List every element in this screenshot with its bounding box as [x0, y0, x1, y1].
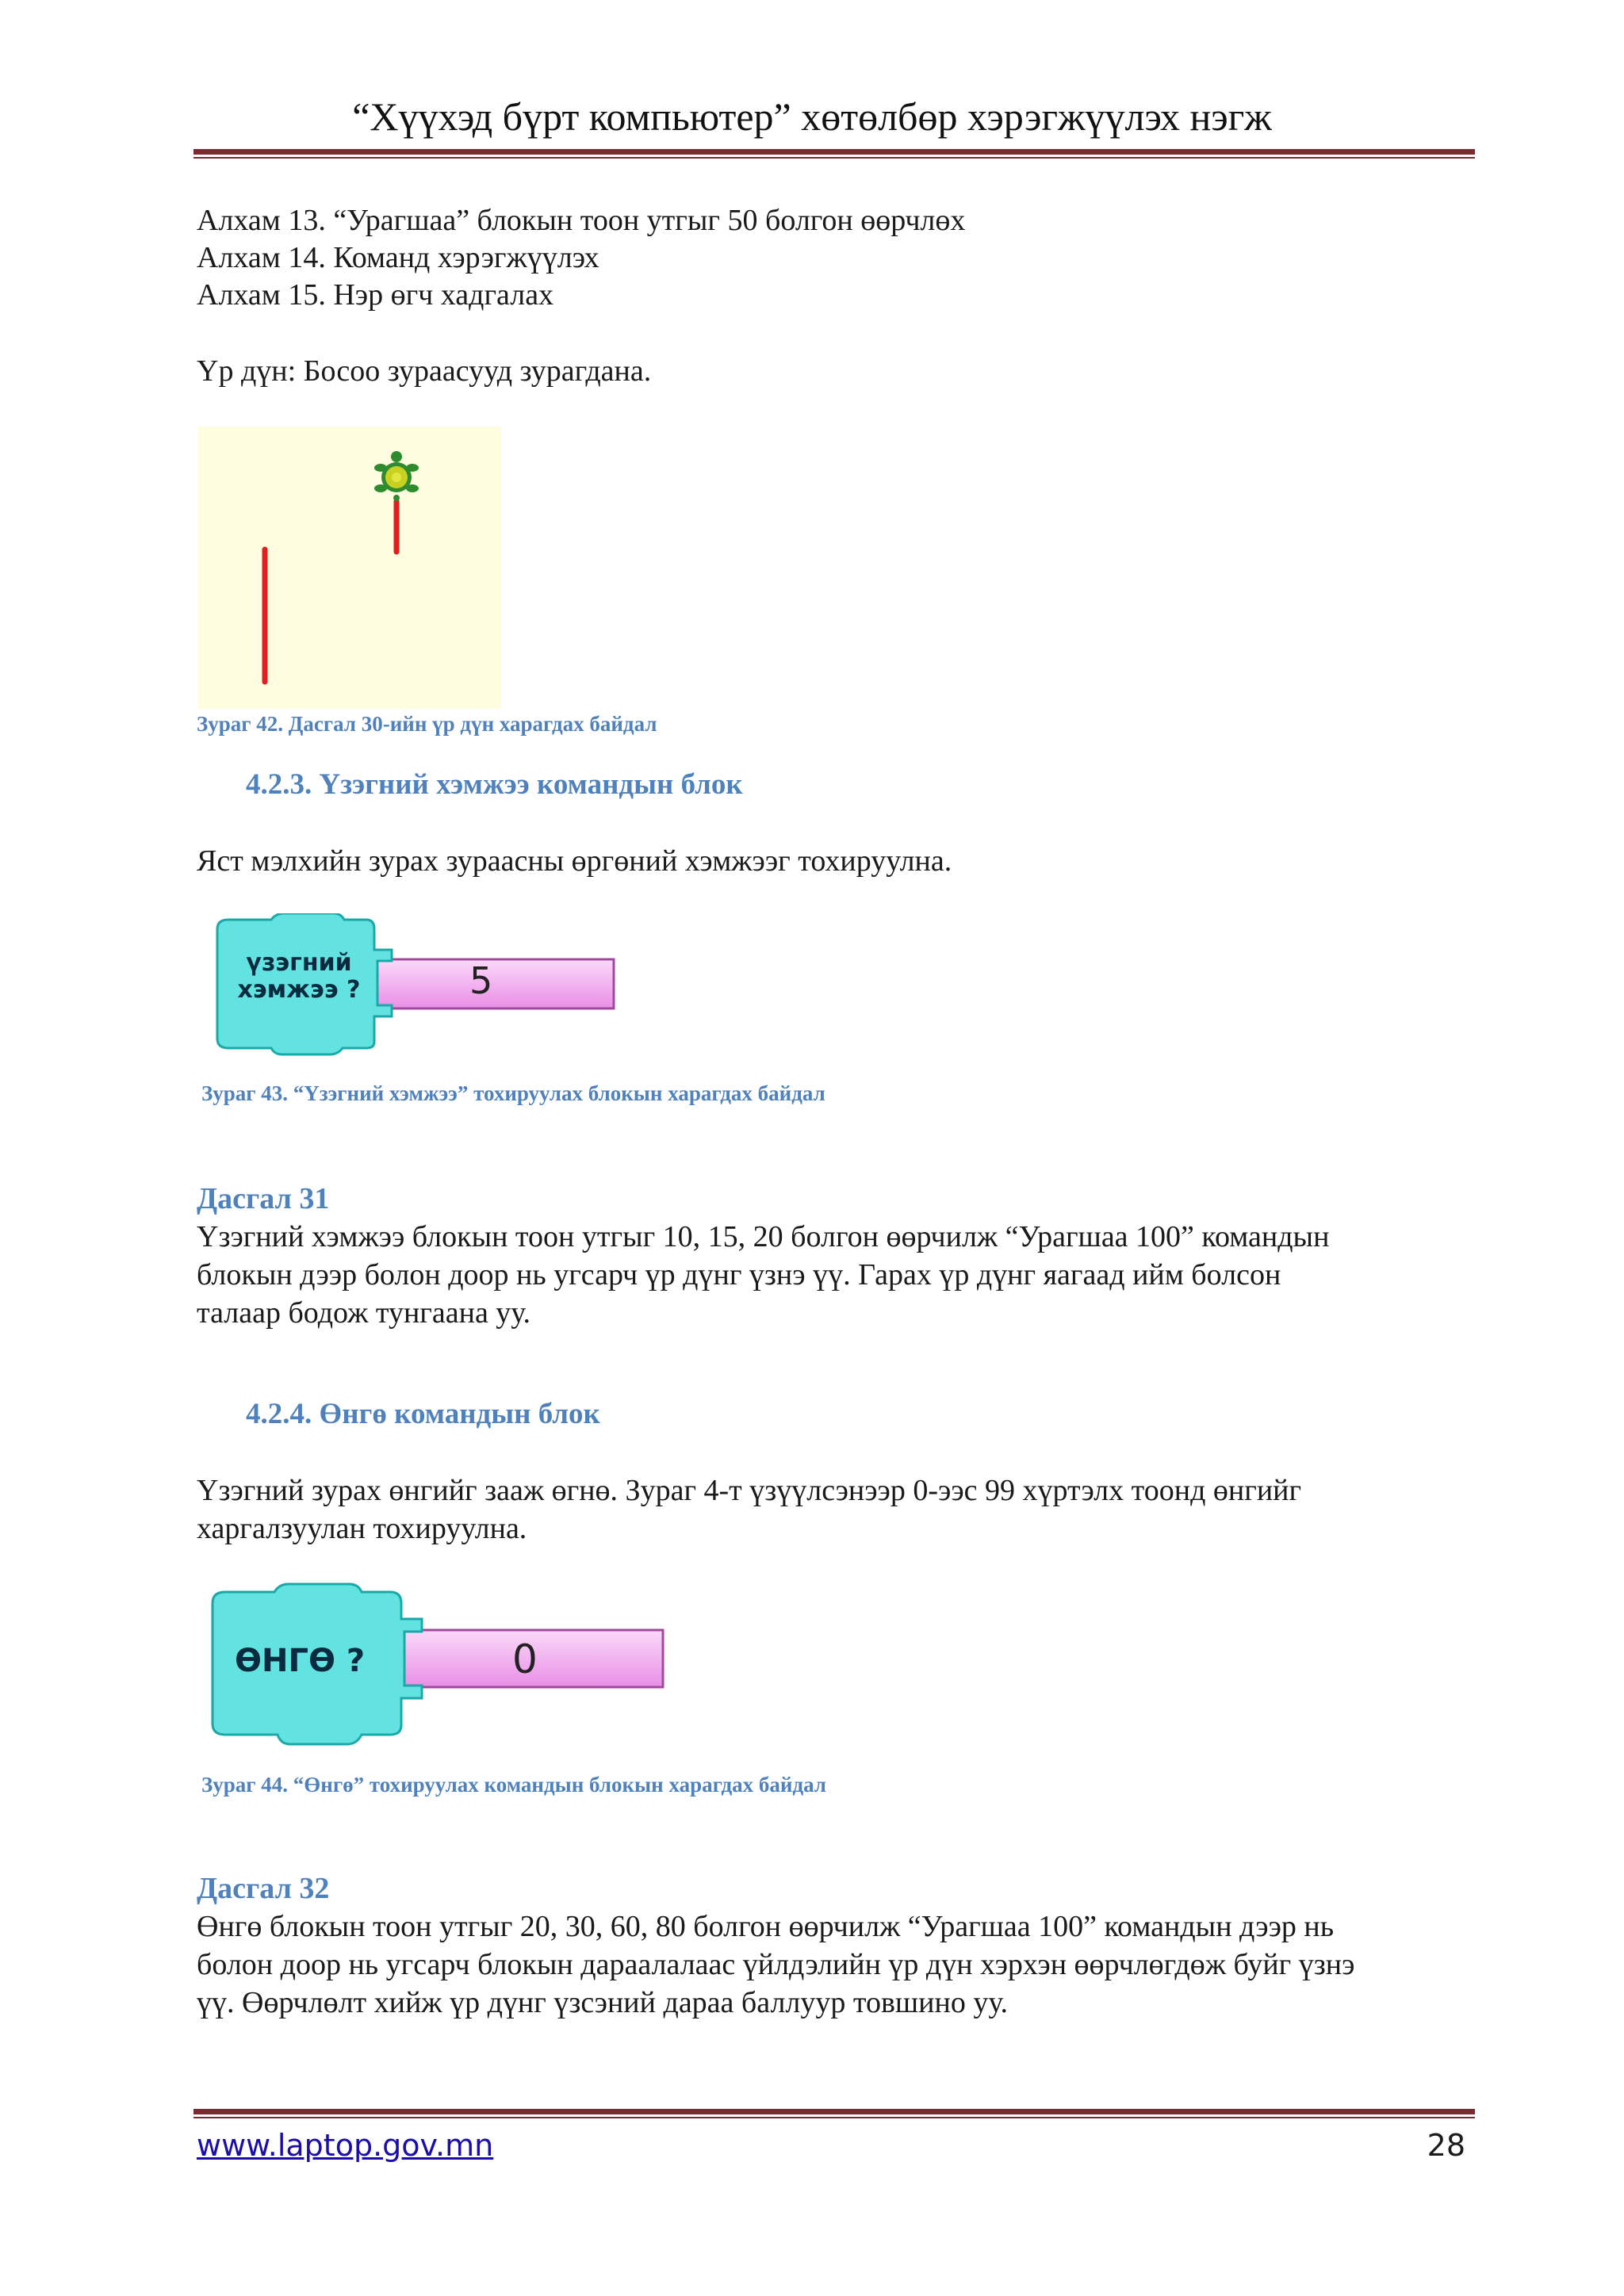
section-4-2-3-heading: 4.2.3. Үзэгний хэмжээ командын блок — [246, 768, 743, 801]
exercise-32-title: Дасгал 32 — [197, 1872, 330, 1905]
color-block — [203, 1582, 671, 1749]
figure-44-caption: Зураг 44. “Өнгө” тохируулах командын блокын харагдах байдал — [201, 1773, 827, 1797]
section-4-2-4-line-1: Үзэгний зурах өнгийг зааж өгнө. Зураг 4-т үзүүлсэнээр 0-ээс 99 хүртэлх тоонд өнгийг — [197, 1474, 1302, 1507]
figure-43-caption: Зураг 43. “Үзэгний хэмжээ” тохируулах блокын харагдах байдал — [201, 1081, 825, 1105]
exercise-31-line-3: талаар бодож тунгаана уу. — [197, 1296, 531, 1330]
exercise-31-title: Дасгал 31 — [197, 1182, 330, 1215]
footer-website-link[interactable]: www.laptop.gov.mn — [197, 2128, 494, 2163]
pen-size-block — [208, 913, 620, 1056]
turtle-icon — [374, 451, 419, 501]
exercise-31-line-2: блокын дээр болон доор нь угсарч үр дүнг үзнэ үү. Гарах үр дүнг яагаад ийм болсон — [197, 1258, 1281, 1292]
section-4-2-4-heading: 4.2.4. Өнгө командын блок — [246, 1398, 600, 1430]
step-15: Алхам 15. Нэр өгч хадгалах — [197, 278, 554, 312]
exercise-32-line-3: үү. Өөрчлөлт хийж үр дүнг үзсэний дараа баллуур товшино уу. — [197, 1986, 1009, 2019]
pen-size-value: 5 — [469, 959, 493, 1002]
section-4-2-3-text: Яст мэлхийн зурах зураасны өргөний хэмжээг тохируулна. — [197, 844, 952, 878]
step-13: Алхам 13. “Урагшаа” блокын тоон утгыг 50 болгон өөрчлөх — [197, 204, 966, 237]
section-4-2-4-line-2: харгалзуулан тохируулна. — [197, 1512, 527, 1545]
pen-size-label-line1: үзэгний — [246, 949, 352, 977]
page-header-title: “Хүүхэд бүрт компьютер” хөтөлбөр хэрэгжүүлэх нэгж — [352, 94, 1272, 139]
turtle-canvas — [198, 427, 501, 709]
pen-size-label-line2: хэмжээ ? — [237, 976, 361, 1004]
exercise-32-line-2: болон доор нь угсарч блокын дараалалаас үйлдэлийн үр дүн хэрхэн өөрчлөгдөж буйг үзнэ — [197, 1948, 1355, 1981]
exercise-31-line-1: Үзэгний хэмжээ блокын тоон утгыг 10, 15, 20 болгон өөрчилж “Урагшаа 100” командын — [197, 1220, 1330, 1253]
page-number: 28 — [1427, 2128, 1465, 2163]
exercise-32-line-1: Өнгө блокын тоон утгыг 20, 30, 60, 80 болгон өөрчилж “Урагшаа 100” командын дээр нь — [197, 1910, 1335, 1943]
result-text: Үр дүн: Босоо зураасууд зурагдана. — [197, 354, 652, 388]
color-block-label: ӨНГӨ ? — [235, 1643, 366, 1679]
step-14: Алхам 14. Команд хэрэгжүүлэх — [197, 241, 599, 274]
figure-42-caption: Зураг 42. Дасгал 30-ийн үр дүн харагдах байдал — [197, 712, 657, 736]
color-block-value: 0 — [512, 1636, 538, 1682]
header-rule — [193, 149, 1475, 159]
footer-rule — [193, 2109, 1475, 2118]
turtle-drawing — [198, 427, 501, 709]
